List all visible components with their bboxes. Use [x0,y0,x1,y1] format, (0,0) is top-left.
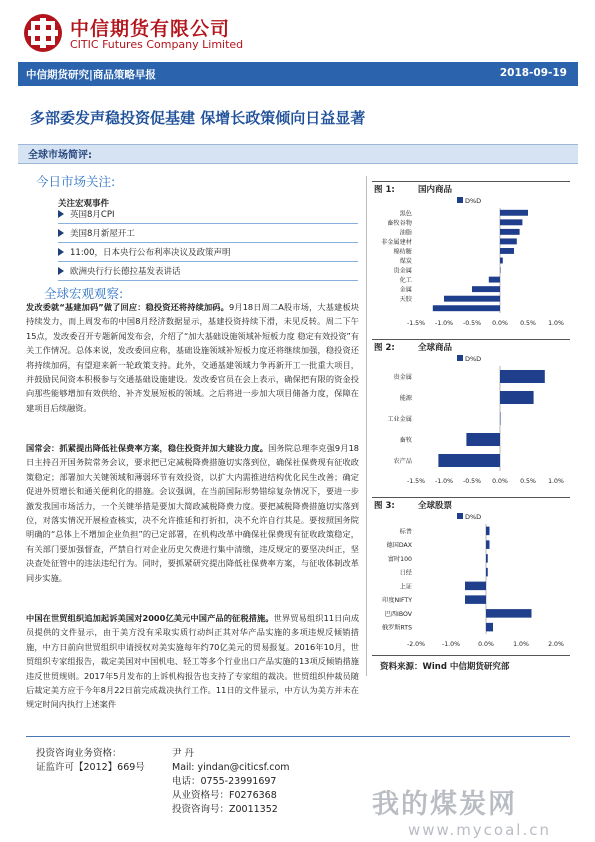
chart-domestic-commodities [372,194,570,329]
category-label: 煤炭 [399,258,412,265]
category-label: 俄罗斯RTS [381,624,412,632]
report-date: 2018-09-19 [499,67,567,79]
list-item: 11:00，日本央行公布利率决议及政策声明 [58,243,358,262]
bar [486,540,490,549]
category-label: 贵金属 [393,374,412,381]
macro-paragraph-1: 发改委就“基建加码”做了回应：稳投资还将持续加码。9月18日周二A股市场，大基建板块持续发力，而上周发布的中国8月经济数据显示，基建投资持续下滑，未见反转。周二下午15点，发改委召开专题新闻发布会，介绍了“加大基础设施领域补短板力度 稳定有效投资”有关工作情况。总体来说，发改委回应称，基础设施领域补短板力度还将继续加强，稳投资还将持续加码，有望迎来新一轮政策支持。此外，交通基建领域力争再新开工一批重大项目，并鼓励民间资本积极参与交通基础设施建设。发改委官员在会上表示，确保把有限的资金投向那些能够增加有效供给、补齐发展短板的领域。之后将进一步加大项目储备力度，保障在建项目后续融资。 [26,302,359,413]
company-name-en: CITIC Futures Company Limited [70,38,244,51]
company-name-cn: 中信期货有限公司 [70,18,231,40]
bar [500,370,545,383]
tick-label: -0.5% [463,478,481,485]
figure-3-rule [372,497,570,498]
analyst-mail: Mail: yindan@citicsf.com [172,762,290,773]
data-source: 资料来源：Wind 中信期货研究部 [380,662,510,672]
section-bar [18,144,578,164]
analyst-qualification: 从业资格号：F0276368 [172,790,277,801]
legend-label: D%D [465,197,482,205]
list-item: 美国8月新屋开工 [58,224,358,243]
tick-label: 0.5% [520,320,536,327]
category-label: 畜牧谷物 [387,219,412,227]
tick-label: -0.5% [463,320,481,327]
bar [486,609,532,618]
tick-label: 1.0% [548,478,564,485]
category-label: 畜牧 [399,437,412,444]
events-title: 关注宏观事件 [58,199,110,209]
figure-3-title: 全球股票 [418,501,453,511]
category-label: 日经 [399,569,412,577]
bar [500,229,520,235]
category-label: 贵金属 [393,267,412,275]
bar [486,568,488,577]
category-label: 印度NIFTY [382,597,412,605]
citic-logo [22,12,64,54]
report-title: 多部委发声稳投资促基建 保增长政策倾向日益显著 [30,109,366,127]
arrow-icon [58,248,64,256]
bar [438,454,500,467]
tick-label: -1.0% [435,478,453,485]
tick-label: -2.0% [407,641,425,648]
category-label: 工业金属 [387,416,412,423]
category-label: 金属 [399,286,412,294]
chart-global-commodities [372,352,570,487]
figure-1-rule [372,181,570,182]
tick-label: -1.0% [435,320,453,327]
bar [500,248,514,254]
bar [500,412,501,425]
figure-1-label: 图 1: [374,185,395,195]
bar [500,258,503,264]
arrow-icon [58,267,64,275]
tick-label: -1.5% [407,478,425,485]
arrow-icon [58,210,64,218]
footer-license: 投资咨询业务资格： 证监许可【2012】669号 [36,748,145,773]
tick-label: 2.0% [548,641,564,648]
figure-2-title: 全球商品 [418,343,453,353]
watermark-url: www.mycoal.cn [408,821,551,839]
legend-swatch [457,513,463,519]
category-label: 富时100 [387,555,412,563]
bar [433,305,500,311]
figure-1-title: 国内商品 [418,185,453,195]
figure-2-rule [372,339,570,340]
category-label: 农产品 [393,458,412,465]
analyst-phone: 电话：0755-23991697 [172,776,277,787]
bar [500,267,501,273]
bar [500,238,517,244]
tick-label: 1.0% [513,641,529,648]
bar [465,582,486,591]
legend-label: D%D [465,355,482,363]
list-item: 欧洲央行行长德拉基发表讲话 [58,262,358,281]
legend-swatch [457,197,463,203]
macro-paragraph-3: 中国在世贸组织追加起诉美国对2000亿美元中国产品的征税措施。世界贸易组织11日向成员提供的文件显示，由于美方没有采取实质行动纠正其对华产品实施的多项违规反倾销措施，中方日前向世贸组织申请授权对美实施每年约70亿美元的贸易报复。2016年10月，世贸组织专家组报告，裁定美国对中国机电、轻工等多个行业出口产品实施的13项反倾销措施违反世贸规则。2017年5月发布的上诉机构报告也支持了专家组的裁决。世贸组织仲裁员随后裁定美方应于今年8月22日前完成裁决执行工作。11日的文件显示，中方认为美方并未在规定时间内执行上述案件 [26,613,360,710]
category-label: 棉纺糖 [393,248,412,256]
bar [489,277,500,283]
column-divider [366,176,367,676]
macro-heading: 全球宏观观察: [44,286,124,301]
category-label: 油脂 [399,229,412,237]
category-label: 标普 [399,528,412,536]
category-label: 化工 [399,277,412,285]
figure-3-label: 图 3: [374,501,395,511]
category-label: 黑色 [399,210,412,218]
legend-swatch [457,355,463,361]
tick-label: 0.0% [492,478,508,485]
bar [500,391,534,404]
bar [500,219,522,225]
section-bar-title: 全球市场简评: [28,150,92,161]
footer-analyst [172,747,290,817]
analyst-invest-id: 投资咨询号：Z0011352 [172,804,278,815]
arrow-icon [58,229,64,237]
tick-label: 0.0% [478,641,494,648]
category-label: 上证 [399,583,412,591]
category-label: 德国DAX [386,542,412,550]
watermark-cn: 我的煤炭网 [372,789,517,820]
bar [486,554,488,563]
figure-2-label: 图 2: [374,343,395,353]
source-rule [372,655,570,656]
legend-label: D%D [465,513,482,521]
today-focus-heading: 今日市场关注: [36,174,116,189]
category-label: 非金属建材 [381,238,412,246]
tick-label: -1.0% [442,641,460,648]
tick-label: 0.5% [520,478,536,485]
tick-label: -1.5% [407,320,425,327]
analyst-name: 尹 丹 [172,748,195,759]
macro-paragraph-2: 国常会：抓紧提出降低社保费率方案，稳住投资并加大建设力度。国务院总理李克强9月18日主持召开国务院常务会议，要求把已定减税降费措施切实落到位，确保社保费现有征收政策稳定；部署加大关键领域和薄弱环节有效投资，以扩大内需推进结构优化民生改善；确定促进外贸增长和通关便利化的措施。会议强调，在当前国际形势错综复杂情况下，要进一步激发我国市场活力，一个关键举措是要加大简政减税降费力度。要把减税降费措施切实落到位，对落实情况开展检查核实，决不允许推延和打折扣，决不允许自行其是。要按照国务院明确的“总体上不增加企业负担”的已定部署，在机构改革中确保社保费现有征收政策稳定，有关部门要加强督查，严禁自行对企业历史欠费进行集中清缴，违反规定的要坚决纠正，坚决查处征管中的违法违纪行为。同时，要抓紧研究提出降低社保费率方案，与征收体制改革同步实施。 [26,443,359,583]
bar [486,623,493,632]
bar [444,296,500,302]
chart-global-stocks [372,510,570,650]
watermark [372,782,551,839]
list-item: 英国8月CPI [58,205,358,224]
bar [486,527,490,536]
bar [472,286,500,292]
category-label: 天胶 [399,296,412,304]
tick-label: 0.0% [492,320,508,327]
bar [466,433,500,446]
category-label: 巴西IBOV [384,610,412,618]
category-label: 能源 [399,395,412,402]
tick-label: 1.0% [548,320,564,327]
footer-rule [26,736,570,737]
bar [500,210,528,216]
events-list [58,205,358,281]
bar [465,595,486,604]
report-category: 中信期货研究|商品策略早报 [26,69,156,81]
